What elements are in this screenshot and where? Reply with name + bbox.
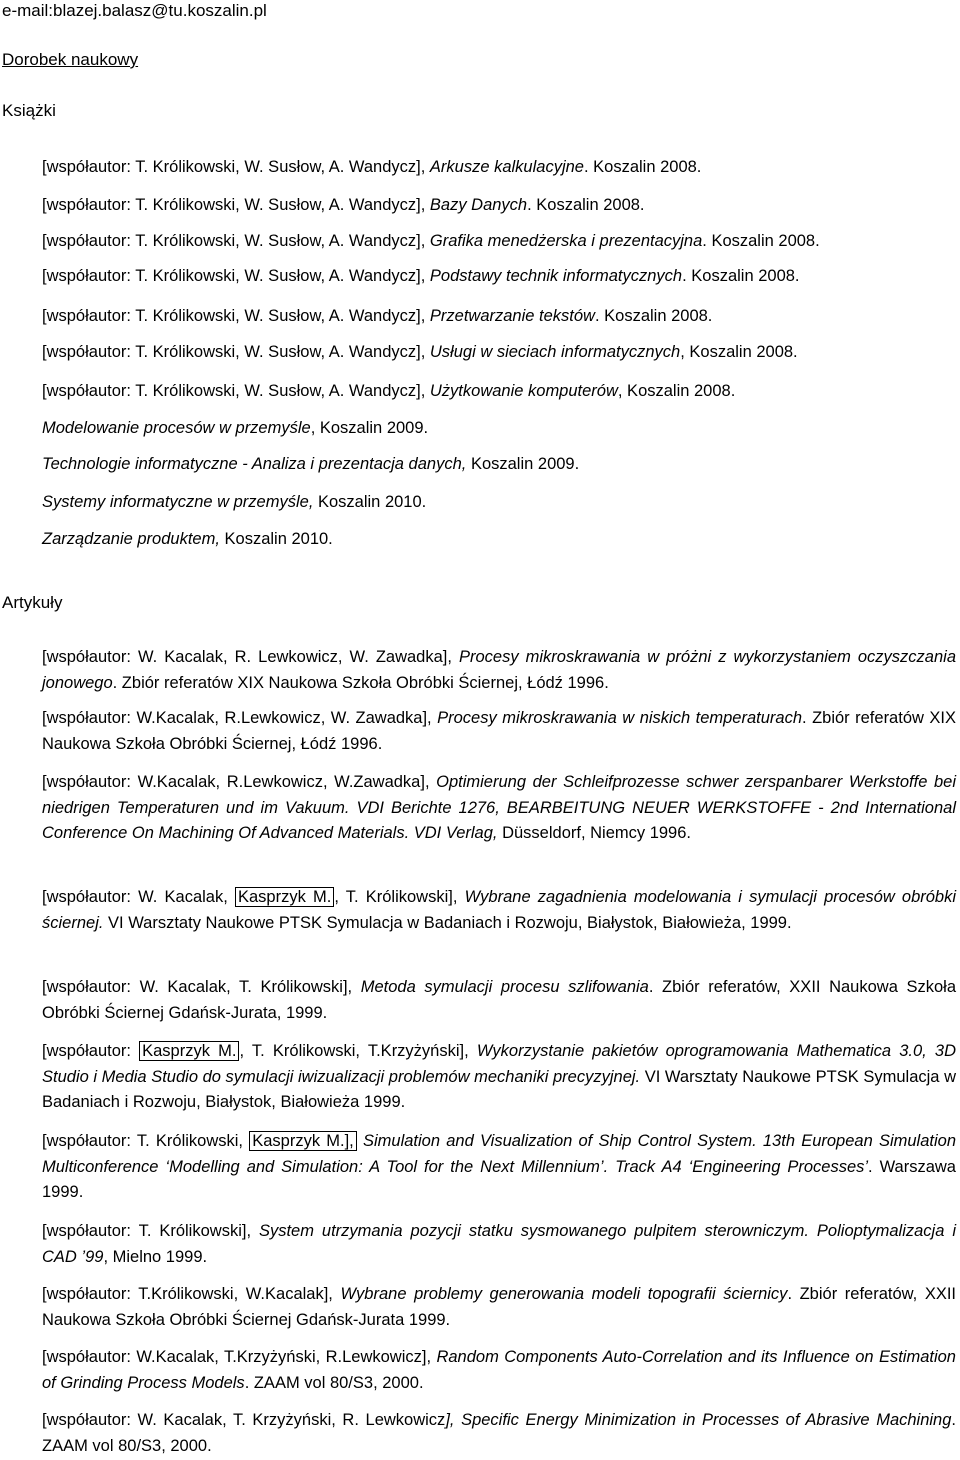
highlighted-author: Kasprzyk M. <box>139 1041 239 1061</box>
article-entry: [współautor: W. Kacalak, R. Lewkowicz, W. Zawadka], Procesy mikroskrawania w próżni z wykorzystaniem oczyszczania jonowego. Zbiór referatów XIX Naukowa Szkoła Obróbki Ściernej, Łódź 1996. <box>42 648 957 692</box>
book-entry: [współautor: T. Królikowski, W. Susłow, A. Wandycz], Grafika menedżerska i prezentacyjna. Koszalin 2008. <box>42 232 820 250</box>
article-entry: [współautor: Kasprzyk M. , T. Królikowski, T.Krzyżyński], Wykorzystanie pakietów oprogramowania Mathematica 3.0, 3D Studio i Media Studio do symulacji iwizualizacji problemów mechaniki precyzyjnej. VI Warsztaty Naukowe PTSK Symulacja w Badaniach i Rozwoju, Białystok, Białowieża 1999. <box>42 1042 956 1111</box>
book-entry: Technologie informatyczne - Analiza i prezentacja danych, Koszalin 2009. <box>42 455 580 473</box>
article-entry: [współautor: T. Królikowski, Kasprzyk M.], Simulation and Visualization of Ship Control System. 13th European Simulation Multiconference ‘Modelling and Simulation: A Tool for the Next Millennium’. Track A4 ‘Engineering Processes’. Warszawa 1999. <box>42 1132 956 1201</box>
email-address[interactable]: e-mail:blazej.balasz@tu.koszalin.pl <box>2 1 267 20</box>
book-entry: Systemy informatyczne w przemyśle, Koszalin 2010. <box>42 493 427 511</box>
book-entry: Modelowanie procesów w przemyśle, Koszalin 2009. <box>42 419 429 437</box>
highlighted-author: Kasprzyk M.], <box>249 1131 357 1151</box>
book-entry: [współautor: T. Królikowski, W. Susłow, A. Wandycz], Usługi w sieciach informatycznych, Koszalin 2008. <box>42 343 798 361</box>
book-entry: [współautor: T. Królikowski, W. Susłow, A. Wandycz], Podstawy technik informatycznych. Koszalin 2008. <box>42 267 800 285</box>
book-entry: Zarządzanie produktem, Koszalin 2010. <box>42 530 333 548</box>
heading-ksiazki: Książki <box>2 101 56 120</box>
book-entry: [współautor: T. Królikowski, W. Susłow, A. Wandycz], Arkusze kalkulacyjne. Koszalin 2008. <box>42 158 702 176</box>
heading-dorobek: Dorobek naukowy <box>2 50 139 69</box>
article-entry: [współautor: W. Kacalak, Kasprzyk M. , T. Królikowski], Wybrane zagadnienia modelowania i symulacji procesów obróbki ściernej. VI Warsztaty Naukowe PTSK Symulacja w Badaniach i Rozwoju, Białystok, Białowieża, 1999. <box>42 888 957 932</box>
article-entry: [współautor: W.Kacalak, R.Lewkowicz, W. Zawadka], Procesy mikroskrawania w niskich temperaturach. Zbiór referatów XIX Naukowa Szkoła Obróbki Ściernej, Łódź 1996. <box>42 709 956 753</box>
article-entry: [współautor: T.Królikowski, W.Kacalak], Wybrane problemy generowania modeli topografii ściernicy. Zbiór referatów, XXII Naukowa Szkoła Obróbki Ściernej Gdańsk-Jurata 1999. <box>42 1285 956 1329</box>
article-entry: [współautor: T. Królikowski], System utrzymania pozycji statku sysmowanego pulpitem sterowniczym. Polioptymalizacja i CAD ’99, Mielno 1999. <box>42 1222 956 1266</box>
book-entry: [współautor: T. Królikowski, W. Susłow, A. Wandycz], Bazy Danych. Koszalin 2008. <box>42 196 645 214</box>
article-entry: [współautor: W. Kacalak, T. Królikowski], Metoda symulacji procesu szlifowania. Zbiór referatów, XXII Naukowa Szkoła Obróbki Ściernej Gdańsk-Jurata, 1999. <box>42 978 957 1022</box>
book-entry: [współautor: T. Królikowski, W. Susłow, A. Wandycz], Użytkowanie komputerów, Koszalin 2008. <box>42 382 736 400</box>
highlighted-author: Kasprzyk M. <box>235 887 334 907</box>
article-entry: [współautor: W.Kacalak, R.Lewkowicz, W.Zawadka], Optimierung der Schleifprozesse schwer zerspanbarer Werkstoffe bei niedrigen Temperaturen und im Vakuum. VDI Berichte 1276, BEARBEITUNG NEUER WERKSTOFFE - 2nd International Conference On Machining Of Advanced Materials. VDI Verlag, Düsseldorf, Niemcy 1996. <box>42 773 956 842</box>
article-entry: [współautor: W. Kacalak, T. Krzyżyński, R. Lewkowicz], Specific Energy Minimization in Processes of Abrasive Machining. ZAAM vol 80/S3, 2000. <box>42 1411 956 1455</box>
book-entry: [współautor: T. Królikowski, W. Susłow, A. Wandycz], Przetwarzanie tekstów. Koszalin 2008. <box>42 307 713 325</box>
heading-artykuly: Artykuły <box>2 593 63 612</box>
article-entry: [współautor: W.Kacalak, T.Krzyżyński, R.Lewkowicz], Random Components Auto-Correlation and its Influence on Estimation of Grinding Process Models. ZAAM vol 80/S3, 2000. <box>42 1348 956 1392</box>
